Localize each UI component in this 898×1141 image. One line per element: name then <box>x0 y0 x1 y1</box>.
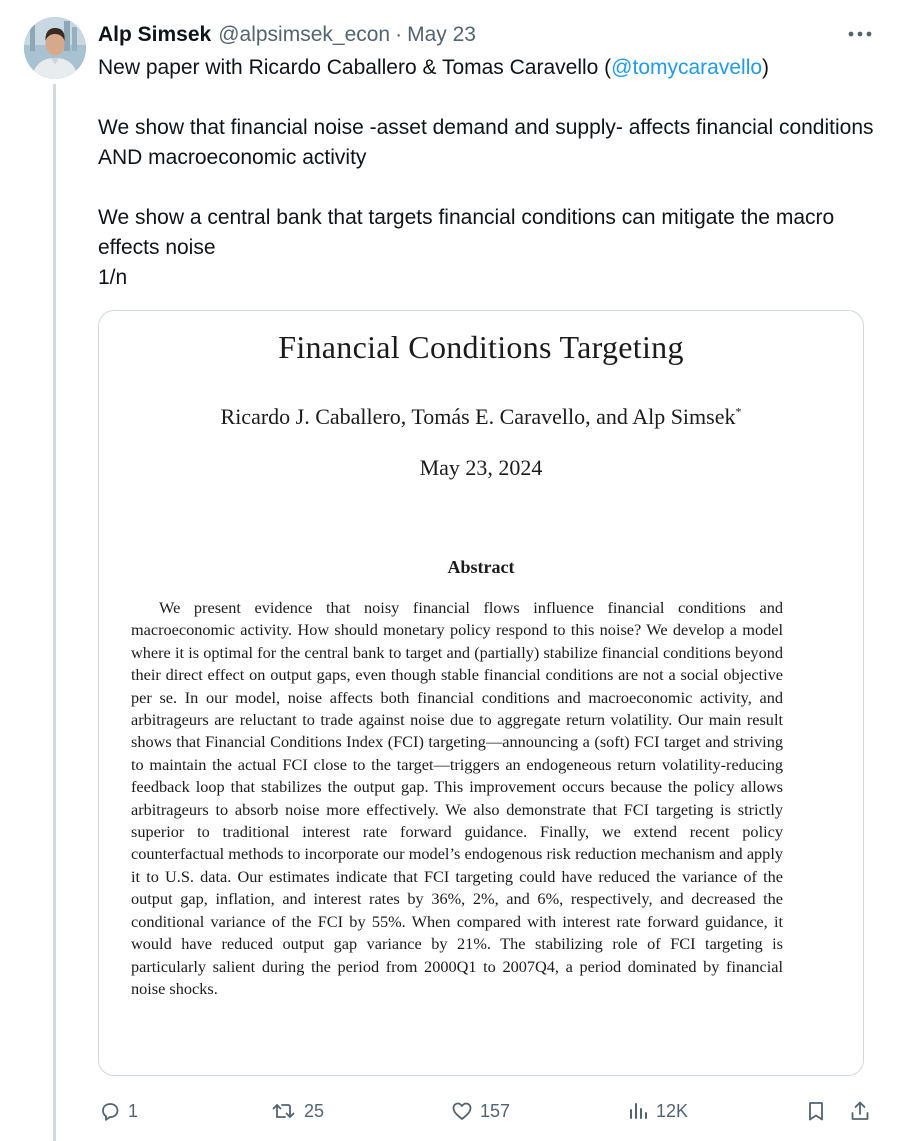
tweet-text <box>98 53 878 293</box>
tweet-header <box>98 20 878 50</box>
like-count: 157 <box>480 1100 511 1121</box>
attached-image[interactable] <box>98 310 864 1076</box>
paper-title: Financial Conditions Targeting <box>278 329 684 365</box>
share-icon <box>848 1099 872 1123</box>
paper-authors <box>99 404 863 430</box>
bookmark-button[interactable] <box>804 1094 828 1128</box>
heart-icon <box>450 1099 474 1123</box>
repost-button[interactable] <box>270 1094 324 1128</box>
views-button[interactable] <box>626 1094 688 1128</box>
repost-count: 25 <box>304 1100 325 1121</box>
paper-page <box>99 311 863 1075</box>
tweet-actions <box>98 1094 880 1128</box>
bookmark-icon <box>804 1099 828 1123</box>
tweet-paragraph <box>98 53 878 83</box>
tweet-date[interactable]: May 23 <box>407 23 476 46</box>
tweet-paragraph: We show that financial noise -asset demand and supply- affects financial conditions AND macroeconomic activity <box>98 116 874 169</box>
author-handle[interactable]: @alpsimsek_econ <box>218 23 391 46</box>
separator-dot: · <box>395 23 403 46</box>
profile-photo-icon <box>24 17 86 79</box>
mention-link[interactable]: @tomycaravello <box>611 56 763 79</box>
paper-date: May 23, 2024 <box>419 455 543 480</box>
tweet-paragraph: We show a central bank that targets financial conditions can mitigate the macro effects noise <box>98 206 835 259</box>
reply-button[interactable] <box>98 1094 138 1128</box>
avatar[interactable] <box>24 17 86 79</box>
more-options-button[interactable] <box>846 24 874 44</box>
tweet-text-segment: New paper with Ricardo Caballero & Tomas Caravello ( <box>98 56 612 79</box>
paper-authors-text: Ricardo J. Caballero, Tomás E. Caravello, and Alp Simsek <box>220 404 736 429</box>
view-count: 12K <box>656 1100 689 1121</box>
analytics-bars-icon <box>626 1099 650 1123</box>
like-button[interactable] <box>450 1094 510 1128</box>
tweet-text-segment: ) <box>762 56 770 79</box>
reply-icon <box>98 1099 122 1123</box>
thread-line <box>53 84 56 1141</box>
share-button[interactable] <box>848 1094 872 1128</box>
reply-count: 1 <box>128 1100 139 1121</box>
more-dots-icon <box>848 31 872 37</box>
author-footnote-mark: * <box>735 404 742 419</box>
thread-counter: 1/n <box>98 266 128 289</box>
abstract-body: We present evidence that noisy financial flows influence financial conditions and macroeconomic activity. How should monetary policy respond to this noise? We develop a model where it is optimal for the central bank to target and (partially) stabilize financial conditions beyond their direct effect on output gaps, even though stable financial conditions are not a social objective per se. In our model, noise affects both financial conditions and macroeconomic activity, and arbitrageurs are reluctant to trade against noise due to aggregate return volatility. Our main result shows that Financial Conditions Index (FCI) targeting—announcing a (soft) FCI target and striving to maintain the actual FCI close to the target—triggers an endogeneous return volatility-reducing feedback loop that stabilizes the output gap. This improvement occurs because the policy allows arbitrageurs to absorb noise more effectively. We also demonstrate that FCI targeting is strictly superior to traditional interest rate forward guidance. Finally, we extend recent policy counterfactual methods to incorporate our model’s endogenous risk reduction mechanism and apply it to U.S. data. Our estimates indicate that FCI targeting could have reduced the variance of the output gap, inflation, and interest rates by 36%, 2%, and 6%, respectively, and decreased the conditional variance of the FCI by 55%. When compared with interest rate forward guidance, it would have reduced output gap variance by 21%. The stabilizing role of FCI targeting is particularly salient during the period from 2000Q1 to 2007Q4, a period dominated by financial noise shocks. <box>131 598 783 998</box>
repost-icon <box>270 1099 298 1123</box>
abstract-heading: Abstract <box>447 557 515 577</box>
author-name[interactable]: Alp Simsek <box>98 23 212 46</box>
